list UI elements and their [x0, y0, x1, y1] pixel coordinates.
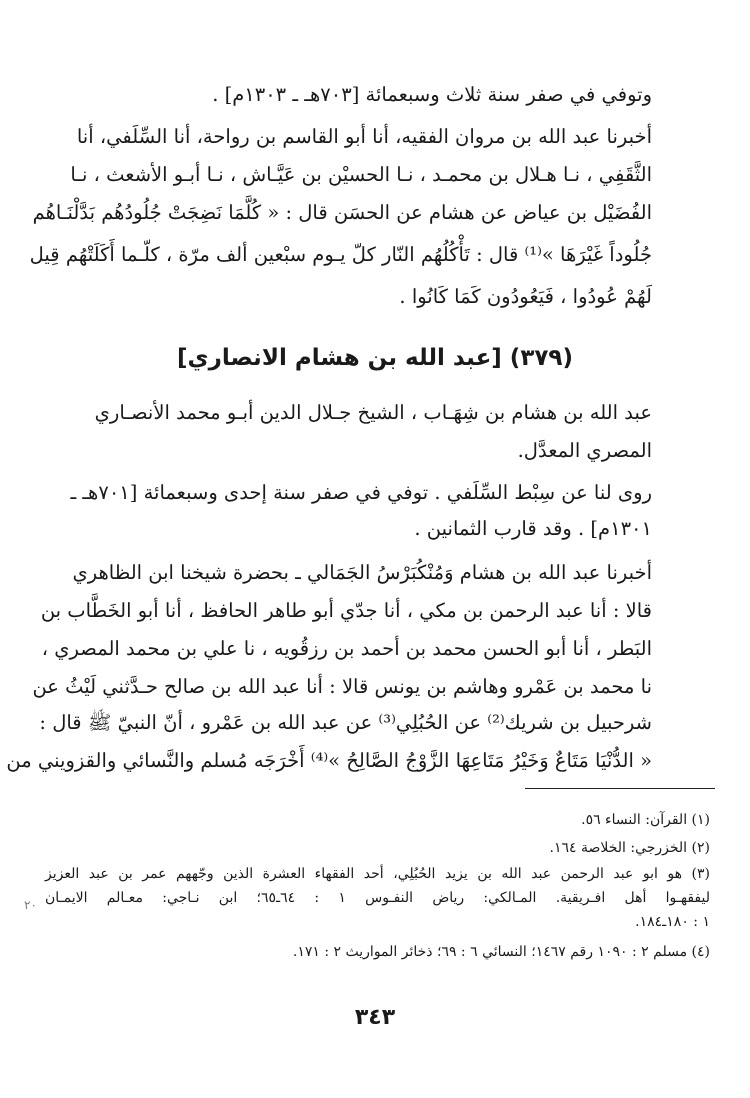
footnote: ١ : ١٨٠ـ١٨٤.: [635, 914, 710, 930]
margin-mark: ٢٠: [24, 898, 37, 912]
text-line: أخبرنا عبد الله بن مروان الفقيه، أنا أبو القاسم بن رواحة، أنا السِّلَفي، أنا: [76, 125, 652, 148]
text-line: روى لنا عن سِبْط السِّلَفي . توفي في صفر سنة إحدى وسبعمائة [٧٠١هـ ـ: [70, 481, 652, 504]
entry-heading: (٣٧٩) [عبد الله بن هشام الانصاري]: [177, 345, 573, 371]
footnote-separator: [525, 788, 715, 789]
text-line: شرحبيل بن شريك⁽²⁾ عن الحُبُلِي⁽³⁾ عن عبد الله بن عَمْرو ، أنّ النبيّ ﷺ قال :: [39, 711, 652, 734]
text-line: البَطر ، أنا أبو الحسن محمد بن أحمد بن رزقُويه ، نا علي بن محمد المصري ،: [41, 637, 652, 660]
page-number: ٣٤٣: [354, 1005, 396, 1030]
text-line: جُلُوداً غَيْرَهَا »⁽¹⁾ قال : تَأْكُلُهُم النّار كلّ يـوم سبْعين ألف مرّة ، كلّـما أَكَلَتْهُم قِيل: [29, 243, 652, 266]
text-line: قالا : أنا عبد الرحمن بن مكي ، أنا جدّي أبو طاهر الحافظ ، أنا أبو الخَطَّاب بن: [40, 599, 652, 622]
text-line: ١٣٠١م] . وقد قارب الثمانين .: [414, 517, 652, 540]
text-line: نا محمد بن عَمْرو وهاشم بن يونس قالا : أنا عبد الله بن صالح حـدَّثني لَيْثُ عن: [32, 675, 652, 698]
text-line: لَهُمْ عُودُوا ، فَيَعُودُون كَمَا كَانُوا .: [399, 285, 652, 308]
footnote: (٢) الخزرجي: الخلاصة ١٦٤.: [549, 840, 710, 856]
text-line: الثَّقَفِي ، نـا هـلال بن محمـد ، نـا الحسيْن بن عَيَّـاش ، نـا أبـو الأشعث ، نـا: [70, 163, 652, 186]
footnote: ليفقهـوا أهل افـريقية. المـالكي: رياض النفـوس ١ : ٦٤ـ٦٥؛ ابن نـاجي: معـالم الايمـان: [45, 890, 710, 906]
footnote: (٣) هو ابو عبد الرحمن عبد الله بن يزيد الحُبُلِي، أحد الفقهاء العشرة الذين وجّههم عمر بن عبد العزيز: [45, 866, 710, 882]
text-line: عبد الله بن هشام بن شِهَـاب ، الشيخ جـلال الدين أبـو محمد الأنصـاري: [94, 401, 652, 424]
text-line: المصري المعدَّل.: [517, 439, 652, 462]
text-line: الفُضَيْل بن عياض عن هشام عن الحسَن قال : « كُلَّمَا نَضِجَتْ جُلُودُهُم بَدَّلْنَـاهُم: [32, 201, 652, 224]
footnote: (٤) مسلم ٢ : ١٠٩٠ رقم ١٤٦٧؛ النسائي ٦ : ٦٩؛ ذخائر المواريث ٢ : ١٧١.: [292, 944, 710, 960]
text-line: أخبرنا عبد الله بن هشام وَمُنْكُبَرْسُ الجَمَالي ـ بحضرة شيخنا ابن الظاهري: [72, 561, 652, 584]
footnote: (١) القرآن: النساء ٥٦.: [581, 812, 710, 828]
death-date-line: وتوفي في صفر سنة ثلاث وسبعمائة [٧٠٣هـ ـ ١٣٠٣م] .: [212, 83, 652, 106]
text-line: « الدُّنْيَا مَتَاعٌ وَخَيْرُ مَتَاعِهَا الزَّوْجُ الصَّالِحُ »⁽⁴⁾ أَخْرَجَه مُسلم والنَّسائي والقزويني من: [6, 749, 652, 772]
